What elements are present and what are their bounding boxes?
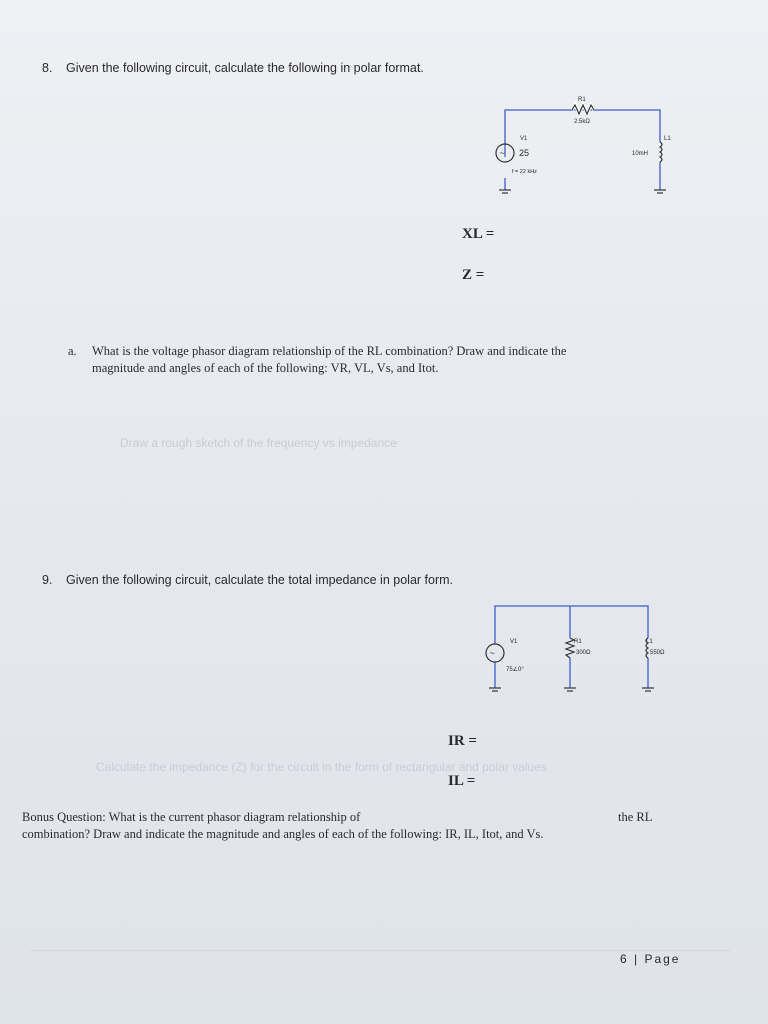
- v1-label: V1: [510, 639, 518, 645]
- inductor-l1-symbol: [660, 142, 662, 162]
- question-8-number: 8.: [42, 61, 53, 75]
- footer-divider: [30, 950, 730, 951]
- ground-symbol: [489, 688, 501, 691]
- z-answer-label: Z =: [462, 267, 485, 283]
- v1-frequency: f = 22 kHz: [512, 169, 537, 175]
- r1-label: R1: [578, 97, 586, 103]
- xl-answer-label: XL =: [462, 226, 495, 242]
- question-8-text: Given the following circuit, calculate the following in polar format.: [66, 61, 424, 75]
- r1-value: 300Ω: [576, 650, 591, 656]
- il-answer-label: IL =: [448, 773, 476, 789]
- question-9-number: 9.: [42, 573, 53, 587]
- ac-wave-icon: ~: [489, 648, 495, 658]
- question-8a-line-2: magnitude and angles of each of the following: VR, VL, Vs, and Itot.: [92, 361, 439, 375]
- v1-value: 25: [519, 148, 530, 158]
- ground-symbol: [654, 190, 666, 193]
- ground-symbol: [499, 190, 511, 193]
- r1-label: R1: [574, 639, 582, 645]
- l1-value: 550Ω: [650, 650, 665, 656]
- ir-answer-label: IR =: [448, 733, 477, 749]
- l1-label: L1: [664, 136, 671, 142]
- bonus-line-1-end: the RL: [618, 810, 653, 824]
- resistor-r1-symbol: [566, 638, 574, 658]
- v1-label: V1: [520, 136, 528, 142]
- ground-symbol: [564, 688, 576, 691]
- bonus-question: [22, 809, 662, 843]
- bonus-line-2: combination? Draw and indicate the magnitude and angles of each of the following: IR, IL, Itot, and Vs.: [22, 827, 544, 841]
- ground-symbol: [642, 688, 654, 691]
- circuit-diagram-9: [478, 598, 678, 698]
- bonus-line-1: Bonus Question: What is the current phasor diagram relationship of: [22, 810, 361, 824]
- question-8a-letter: a.: [68, 344, 77, 358]
- v1-value: 75∠0°: [506, 667, 524, 673]
- question-8a: [68, 343, 668, 377]
- faint-bleedthrough-text: Draw a rough sketch of the frequency vs impedance: [120, 436, 397, 450]
- r1-value: 2.5kΩ: [574, 119, 590, 125]
- question-8a-line-1: What is the voltage phasor diagram relationship of the RL combination? Draw and indicate the: [92, 344, 567, 358]
- l1-label: L1: [646, 639, 653, 645]
- question-9-text: Given the following circuit, calculate the total impedance in polar form.: [66, 573, 453, 587]
- ac-wave-icon: ~: [499, 148, 505, 158]
- l1-value: 10mH: [632, 151, 649, 157]
- circuit-diagram-8: [490, 92, 680, 204]
- faint-bleedthrough-text: Calculate the impedance (Z) for the circuit in the form of rectangular and polar values: [96, 760, 547, 774]
- page-number: 6 | Page: [620, 952, 681, 966]
